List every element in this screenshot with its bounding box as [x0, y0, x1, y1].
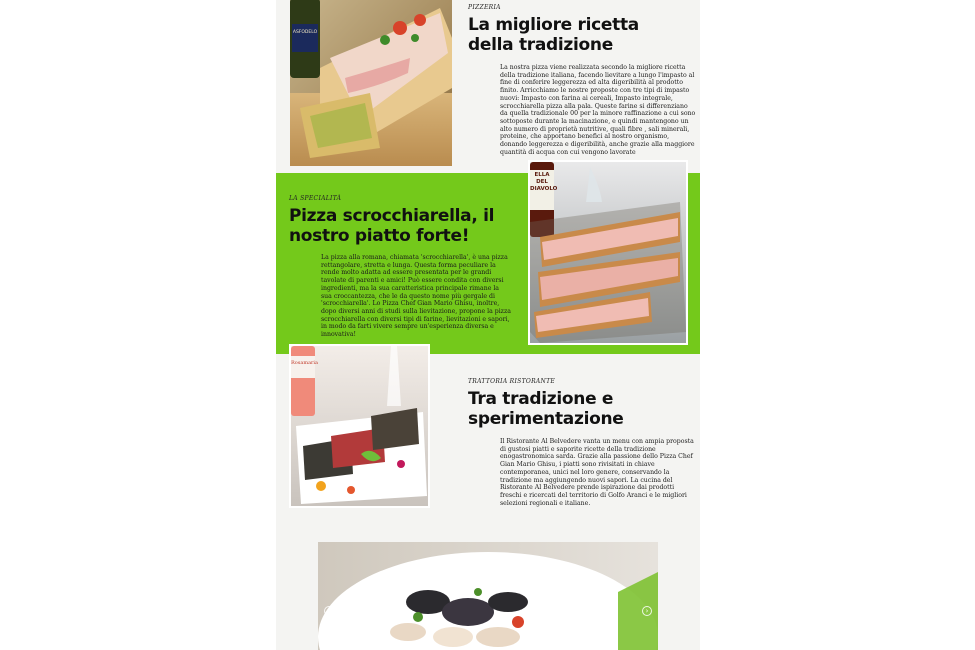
section-title-line: La migliore ricetta	[468, 15, 639, 35]
pizza-illustration	[290, 0, 452, 166]
section-title	[468, 15, 668, 55]
section-title-line: Pizza scrocchiarella, il	[289, 206, 495, 226]
bottle-label: Rosamaria	[291, 360, 319, 366]
scrocchiarella-photo	[528, 160, 688, 345]
section-body: La pizza alla romana, chiamata 'scrocchiarella', è una pizza rettangolare, stretta e lunga. Questa forma peculiare la rende molto adatta ad essere presentata per le grandi tavolate di parenti e amici! Può essere condita con diversi ingredienti, ma la sua caratteristica principale rimane la sua croccantezza, che le da questo nome più gergale di 'scrocchiarella'. Lo Pizza Chef Gian Mario Ghisu, inoltre, dopo diversi anni di studi sulla lievitazione, propone la pizza scrocchiarella con diversi tipi di farine, lievitazioni e sapori, in modo da farti vivere sempre un'esperienza diversa e innovativa!	[321, 254, 511, 339]
section-kicker: PIZZERIA	[468, 4, 501, 11]
tuna-dish-illustration	[291, 346, 428, 506]
bottle-label: ELLA DEL DIAVOLO	[530, 172, 558, 192]
section-kicker: LA SPECIALITÀ	[289, 195, 342, 202]
seafood-dish-illustration	[318, 542, 658, 650]
pizza-photo	[290, 0, 452, 166]
slider-next-icon[interactable]: ›	[642, 606, 652, 616]
section-title-line: Tra tradizione e	[468, 389, 614, 409]
section-title-line: sperimentazione	[468, 409, 624, 429]
section-body: La nostra pizza viene realizzata secondo la migliore ricetta della tradizione italiana, facendo lievitare a lungo l'impasto al fine di conferire leggerezza ed alta digeribilità al prodotto finito. Arricchiamo le nostre proposte con tre tipi di impasto nuovi: Impasto con farina ai cereali, Impasto integrale, scrocchiarella pizza alla pala. Queste farine si differenziano da quella tradizionale 00 per la minore raffinazione a cui sono sottoposte durante la macinazione, e quindi mantengono un alto numero di proprietà nutritive, quali fibre , sali minerali, proteine, che apportano benefici al nostro organismo, donando leggerezza e digeribilità, anche grazie alla maggiore quantità di acqua con cui vengono lavorate	[500, 64, 696, 156]
section-title-line: della tradizione	[468, 35, 613, 55]
bottle-label: ASFODELO	[292, 30, 318, 35]
tuna-dish-photo	[289, 344, 430, 508]
section-title	[468, 389, 688, 429]
content-column	[276, 0, 700, 650]
section-body: Il Ristorante Al Belvedere vanta un menu con ampia proposta di gustosi piatti e saporite ricette della tradizione enogastronomica sarda. Grazie alla passione dello Pizza Chef Gian Mario Ghisu, i piatti sono rivisitati in chiave contemporanea, unici nel loro genere, conservando la tradizione ma aggiungendo nuovi sapori. La cucina del Ristorante Al Belvedere prende ispirazione dai prodotti freschi e ricercati del territorio di Golfo Aranci e le migliori selezioni regionali e italiane.	[500, 438, 694, 507]
slider-prev-icon[interactable]: ‹	[324, 606, 334, 616]
section-kicker: TRATTORIA RISTORANTE	[468, 378, 556, 385]
section-title	[289, 206, 519, 246]
section-title-line: nostro piatto forte!	[289, 226, 470, 246]
image-slider	[318, 542, 658, 650]
